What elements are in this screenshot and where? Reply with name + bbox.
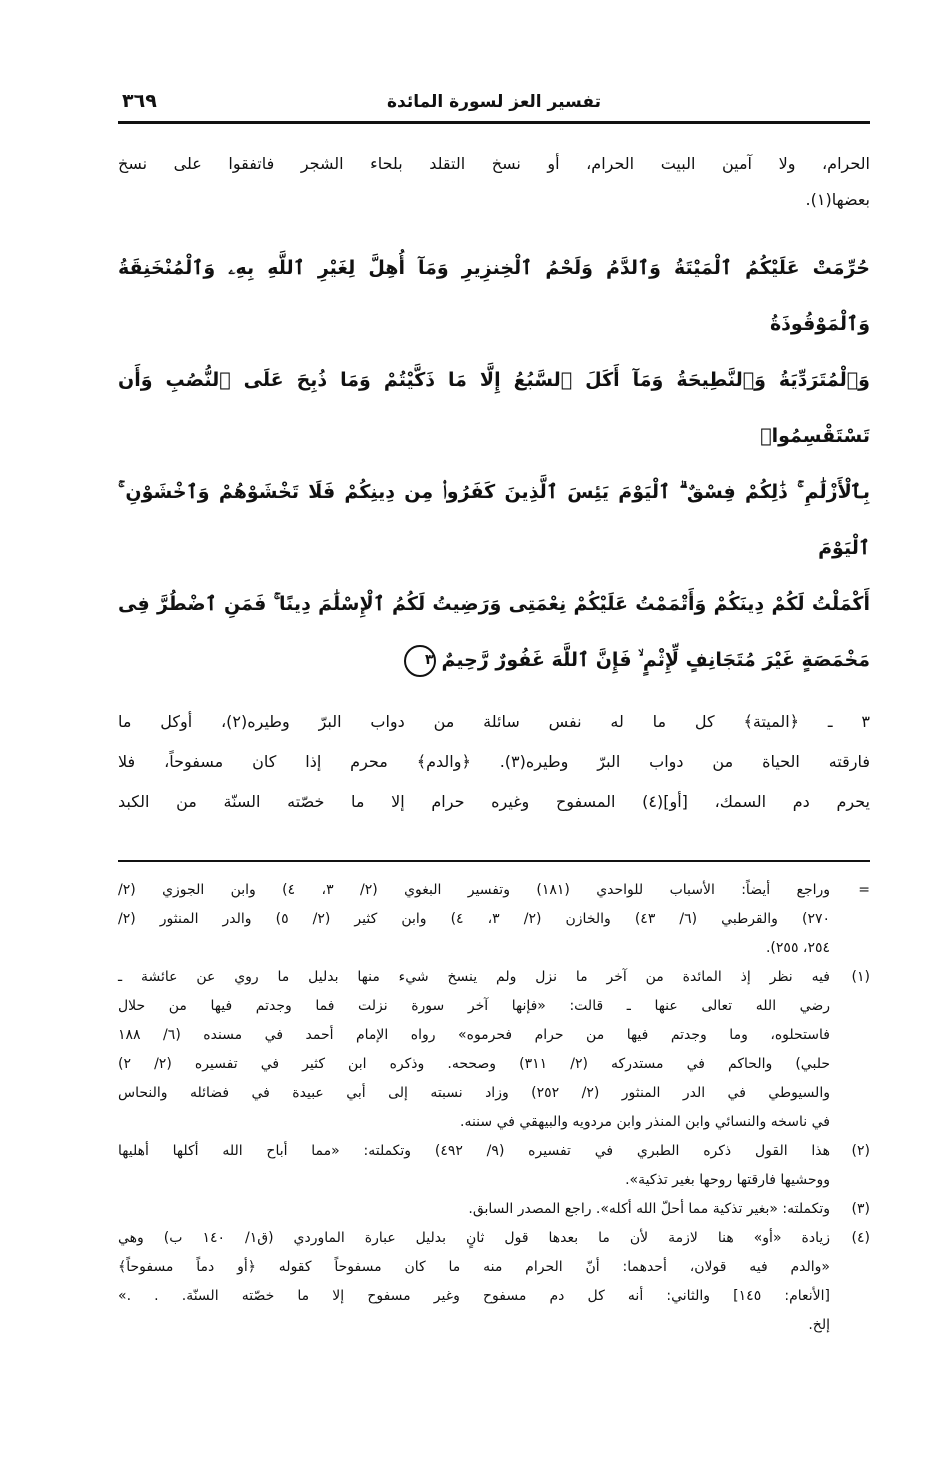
footnote-line: [الأنعام: ١٤٥] والثاني: أنه كل دم مسفوح وغير مسفوح إلا ما خصّته السنّة. . .» <box>118 1288 830 1304</box>
footnote-line: فيه نظر إذ المائدة من آخر ما نزل ولم ينسخ شيء منها بدليل ما روي عن عائشة ـ <box>118 969 830 985</box>
footnote-line: ٢٧٠) والقرطبي (٦/ ٤٣) والخازن (٢/ ٣، ٤) وابن كثير (٢/ ٥) والدر المنثور (٢/ <box>118 911 831 927</box>
footnote-line: ٢٥٤، ٢٥٥). <box>765 940 830 956</box>
footnote-marker: (٣) <box>851 1201 870 1217</box>
text-line: فارقته الحياة من دواب البرّ وطيره(٣). ﴿والدم﴾ محرم إذا كان مسفوحاً، فلا <box>118 752 870 771</box>
footnote-line: ووحشيها فارقتها روحها بغير تذكية». <box>625 1172 830 1188</box>
running-title: تفسير العز لسورة المائدة <box>387 92 601 112</box>
verse-line <box>118 632 870 688</box>
footnote-line: هذا القول ذكره الطبري في تفسيره (٩/ ٤٩٢) وتكملته: «مما أباح الله أكلها أهليها <box>118 1143 831 1159</box>
footnote-marker: (١) <box>851 969 870 985</box>
footnote-4 <box>118 1224 870 1340</box>
footnote-continued <box>118 876 870 963</box>
verse-line: وَٱلْمُتَرَدِّيَةُ وَٱلنَّطِيحَةُ وَمَآ أَكَلَ ٱلسَّبُعُ إِلَّا مَا ذَكَّيْتُمْ وَمَا ذُبِحَ عَلَى ٱلنُّصُبِ وَأَن تَسْتَقْسِمُوا۟ <box>118 369 870 447</box>
footnote-line: وتكملته: «بغير تذكية مما أحلّ الله أكله». راجع المصدر السابق. <box>468 1201 830 1217</box>
footnote-line: إلخ. <box>808 1317 830 1333</box>
footnote-line: فاستحلوه، وما وجدتم فيها من حرام فحرموه» رواه الإمام أحمد في مسنده (٦/ ١٨٨ <box>118 1027 830 1043</box>
intro-paragraph <box>118 146 870 218</box>
running-header <box>118 84 870 124</box>
text-line: يحرم دم السمك، [أو](٤) المسفوح وغيره حرام إلا ما خصّته السنّة من الكبد <box>118 792 870 811</box>
verse-line: بِٱلْأَزْلَٰمِ ۚ ذَٰلِكُمْ فِسْقٌ ۗ ٱلْيَوْمَ يَئِسَ ٱلَّذِينَ كَفَرُوا۟ مِن دِينِكُمْ فَلَا تَخْشَوْهُمْ وَٱخْشَوْنِ ۚ ٱلْيَوْمَ <box>118 481 870 559</box>
commentary-paragraph <box>118 702 870 822</box>
page-number: ٣٦٩ <box>122 90 157 112</box>
footnote-marker: (٢) <box>851 1143 870 1159</box>
footnote-marker: (٤) <box>851 1230 870 1246</box>
footnote-line: والسيوطي في الدر المنثور (٢/ ٢٥٢) وزاد نسبته إلى أبي عبيدة في فضائله والنحاس <box>118 1085 830 1101</box>
ayah-number-marker: ٣ <box>404 645 436 677</box>
footnote-separator <box>118 860 870 862</box>
footnote-line: رضي الله تعالى عنها ـ قالت: «فإنها آخر سورة نزلت فما وجدتم فيها من حلال <box>118 998 830 1014</box>
text-line: ٣ ـ ﴿الميتة﴾ كل ما له نفس سائلة من دواب البرّ وطيره(٢)، أوكل ما <box>118 712 870 731</box>
footnote-2 <box>118 1137 870 1195</box>
verse-text: مَخْمَصَةٍ غَيْرَ مُتَجَانِفٍ لِّإِثْمٍ ۙ فَإِنَّ ٱللَّهَ غَفُورٌ رَّحِيمٌ <box>441 649 870 671</box>
footnote-marker: = <box>858 882 870 898</box>
quran-verse-block <box>118 240 870 688</box>
footnote-line: «والدم فيه قولان، أحدهما: أنّ الحرام منه ما كان مسفوحاً كقوله ﴿أو دماً مسفوحاً﴾ <box>118 1259 830 1275</box>
footnote-line: في ناسخه والنسائي وابن المنذر وابن مردويه والبيهقي في سننه. <box>460 1114 830 1130</box>
footnote-line: زيادة «أو» هنا لازمة لأن ما بعدها قول ثانٍ بدليل عبارة الماوردي (ق١/ ١٤٠ ب) وهي <box>118 1230 830 1246</box>
footnote-line: حلبي) والحاكم في مستدركه (٢/ ٣١١) وصححه. وذكره ابن كثير في تفسيره (٢/ ٢) <box>118 1056 830 1072</box>
verse-line: أَكْمَلْتُ لَكُمْ دِينَكُمْ وَأَتْمَمْتُ عَلَيْكُمْ نِعْمَتِى وَرَضِيتُ لَكُمُ ٱلْإِسْلَٰمَ دِينًا ۚ فَمَنِ ٱضْطُرَّ فِى <box>118 593 870 615</box>
footnote-1 <box>118 963 870 1137</box>
footnote-3 <box>118 1195 870 1224</box>
verse-line: حُرِّمَتْ عَلَيْكُمُ ٱلْمَيْتَةُ وَٱلدَّمُ وَلَحْمُ ٱلْخِنزِيرِ وَمَآ أُهِلَّ لِغَيْرِ ٱللَّهِ بِهِۦ وَٱلْمُنْخَنِقَةُ وَٱلْمَوْقُوذَةُ <box>118 257 870 335</box>
text-line: بعضها(١). <box>805 190 870 209</box>
footnotes <box>118 876 870 1380</box>
text-line: الحرام، ولا آمين البيت الحرام، أو نسخ التقلد بلحاء الشجر فاتفقوا على نسخ <box>118 154 870 173</box>
footnote-line: وراجع أيضاً: الأسباب للواحدي (١٨١) وتفسير البغوي (٢/ ٣، ٤) وابن الجوزي (٢/ <box>118 882 831 898</box>
